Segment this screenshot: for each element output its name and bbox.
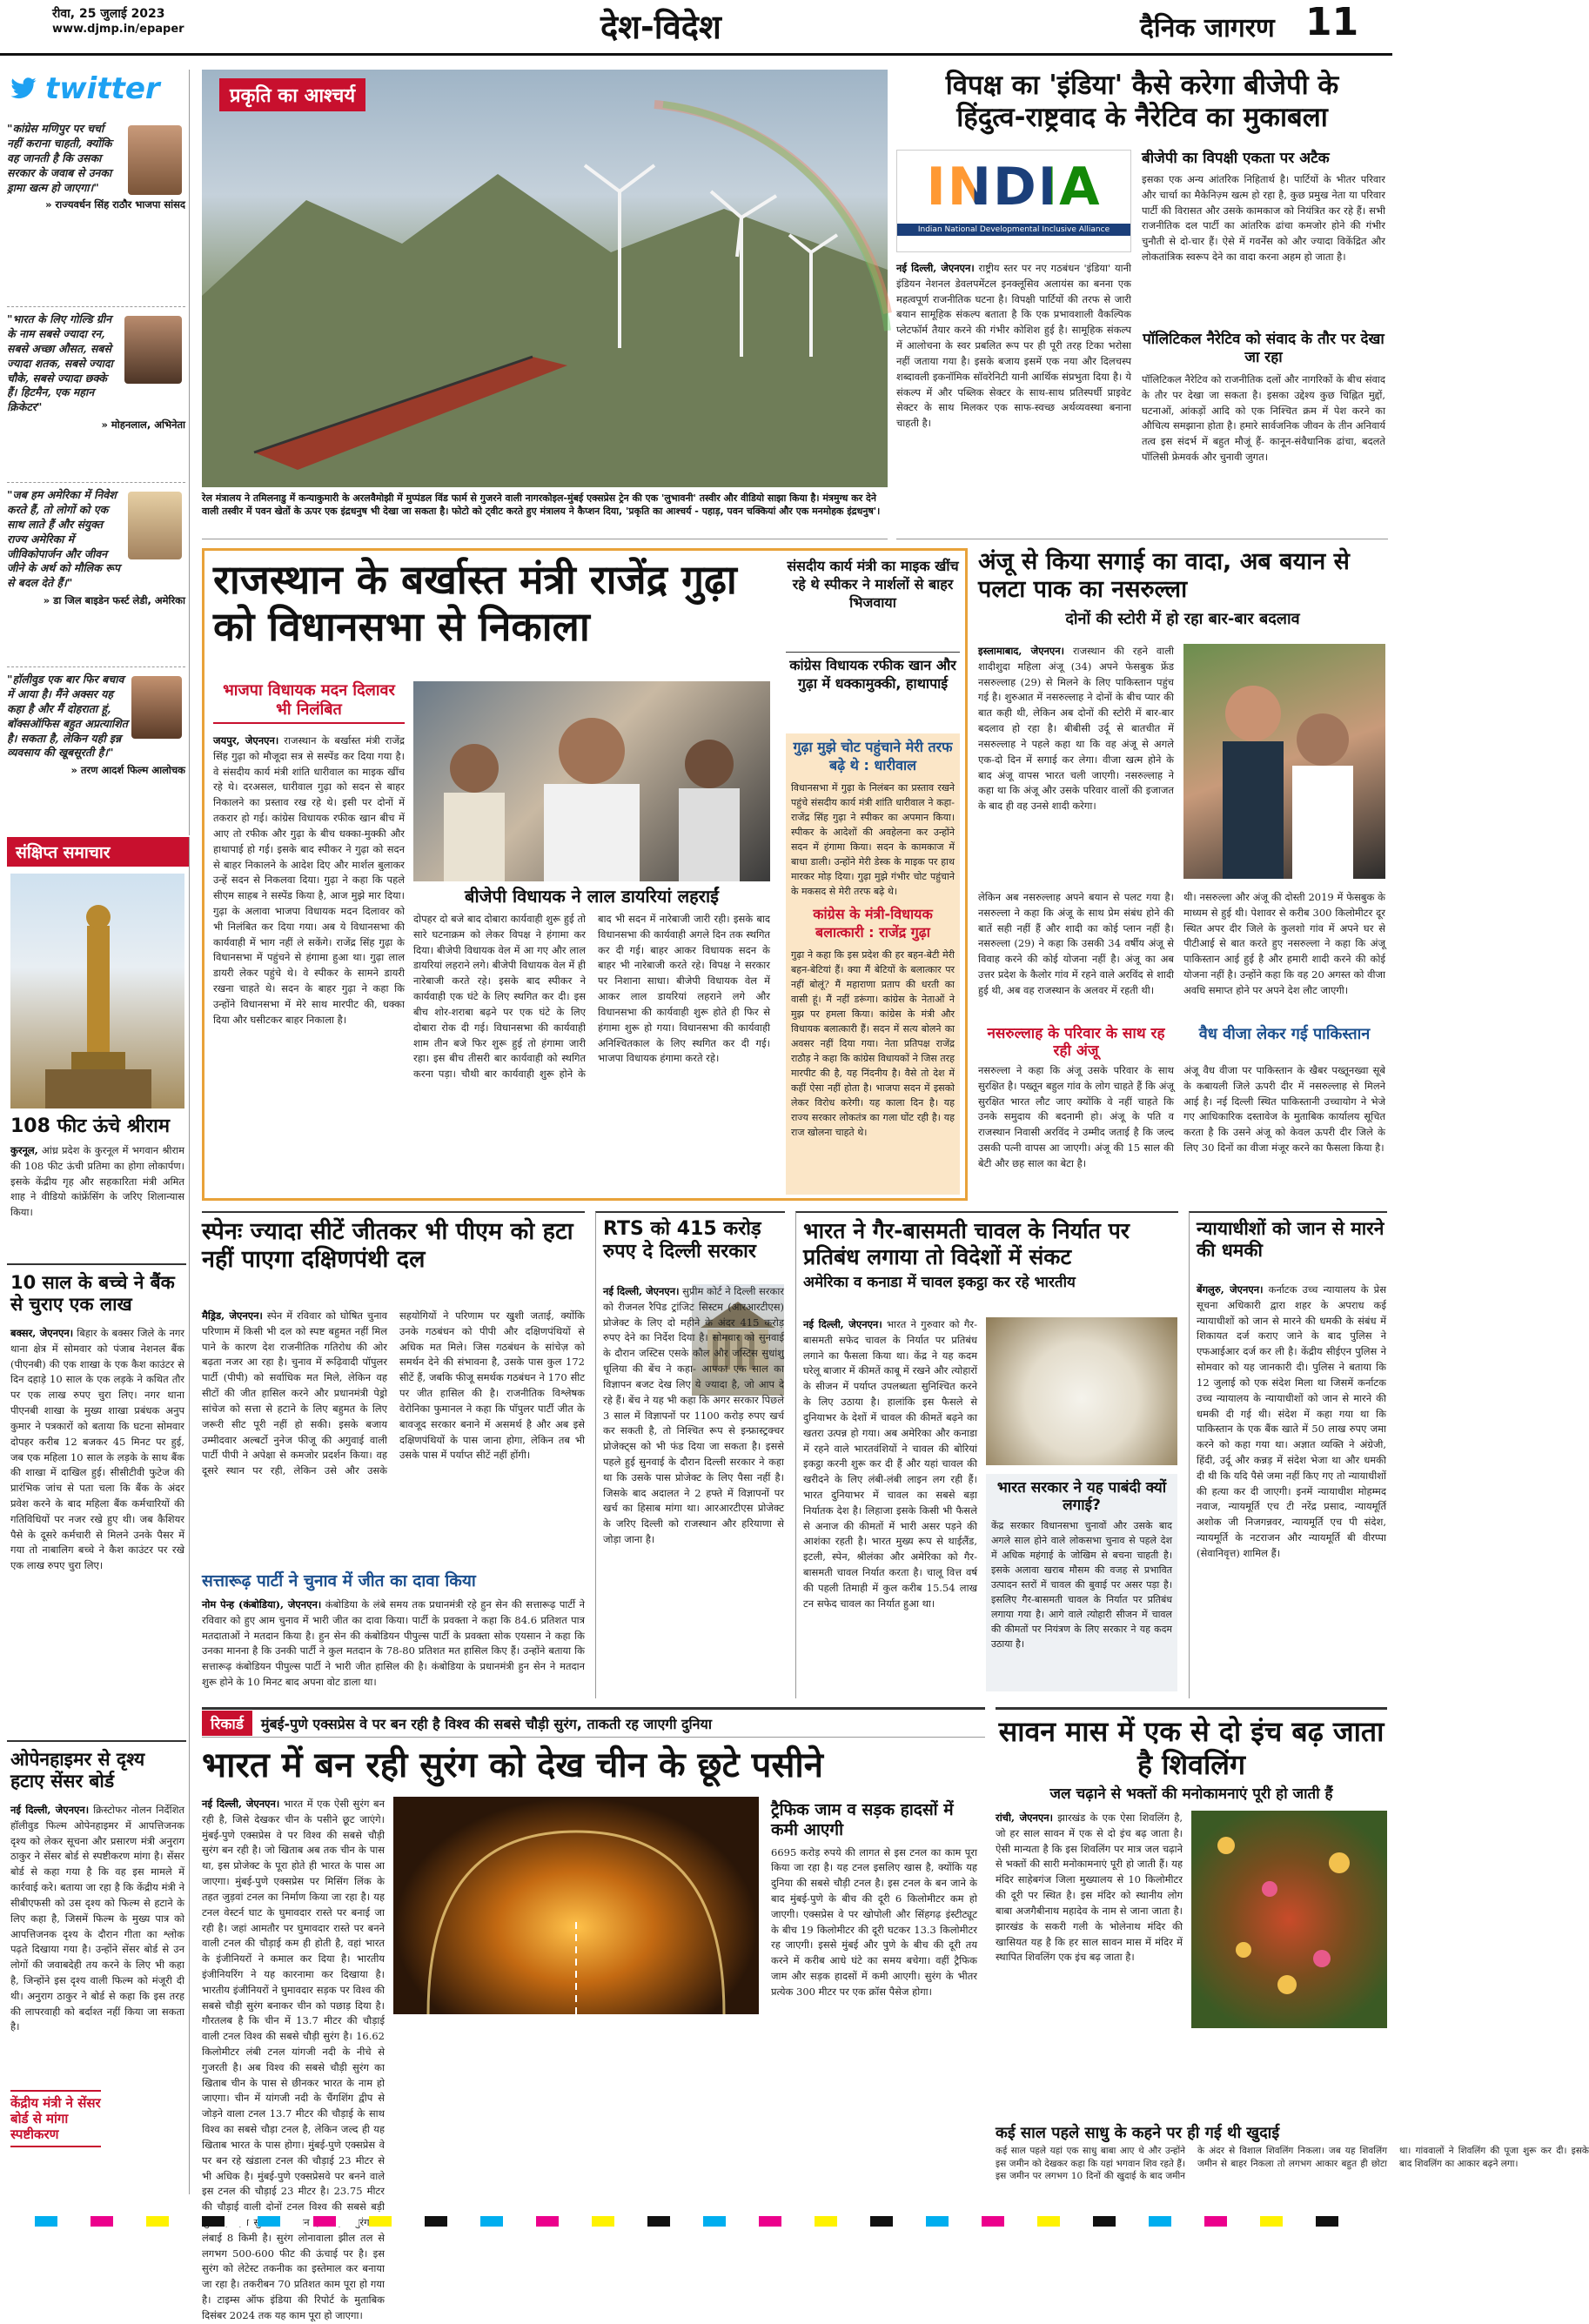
india-logo — [896, 150, 1131, 252]
flowers-illustration — [1191, 1811, 1387, 2028]
story-text — [996, 1811, 1183, 1966]
tunnel-illustration — [393, 1797, 759, 2014]
story-text — [10, 1143, 184, 1221]
story-text — [1197, 1283, 1386, 1562]
box-text: 6695 करोड़ रुपये की लागत से इस टनल का काम पूरा किया जा रहा है। यह टनल इसलिए खास है, क्योंकि यह दुनिया की सबसे चौड़ी टनल है। इस टनल के बन जाने के बाद मुंबई-पुणे के बीच की दूरी 6 किलोमीटर कम हो जाएगी। एक्सप्रेस वे पर खोपोली और सिंहगढ़ इंस्टीट्यूट के बीच 19 किलोमीटर की दूरी घटकर 13.3 किलोमीटर रह जाएगी। इससे मुंबई और पुणे के बीच की दूरी तय करने में करीब आधे घंटे का समय बचेगा। वहीं ट्रैफिक जाम और सड़क हादसों में कमी आएगी। सुरंग के भीतर प्रत्येक 300 मीटर पर एक क्रॉस पैसेज होगा। — [771, 1845, 977, 1998]
dateline: नोम पेन्ह (कंबोडिया), जेएनएन। — [202, 1598, 322, 1611]
story-body: क्रिस्टोफर नोलन निर्देशित हॉलीवुड फिल्म ओपेनहाइमर में आपत्तिजनक दृश्य को लेकर सूचना और प्रसारण मंत्री अनुराग ठाकुर ने सेंसर बोर्ड से स्पष्टीकरण मांगा है। सेंसर बोर्ड से कहा गया है कि वह इस मामले में कार्रवाई करे। बताया जा रहा है कि केंद्रीय मंत्री ने सीबीएफसी को उस दृश्य को फिल्म से हटाने के लिए कहा है, जिसमें फिल्म के मुख्य पात्र को आपत्तिजनक दृश्य के दौरान गीता का श्लोक पढ़ते दिखाया गया है। उन्होंने सेंसर बोर्ड से उन लोगों की जवाबदेही तय करने के लिए भी कहा है, जिन्होंने इस दृश्य वाली फिल्म को मंजूरी दी थी। अनुराग ठाकुर ने बोर्ड से कहा कि इस तरह की लापरवाही को बर्दाश्त नहीं किया जा सकता है। — [10, 1804, 184, 2033]
registration-mark — [759, 2216, 804, 2227]
story-title: 10 साल के बच्चे ने बैंक से चुराए एक लाख — [10, 1272, 175, 1316]
registration-marks — [35, 2216, 1358, 2228]
nature-label: प्रकृति का आश्चर्य — [219, 78, 365, 111]
rice-box — [986, 1474, 1177, 1691]
windfarm-train-photo — [202, 70, 888, 487]
registration-mark — [1093, 2216, 1138, 2227]
story-body: अंजू वैध वीजा पर पाकिस्तान के खैबर पख्तूनख्वा सूबे के कबायली जिले ऊपरी दीर में नसरुल्लाह से मिलने आई है। नई दिल्ली स्थित पाकिस्तानी उच्चायोग ने भेजे गए आधिकारिक दस्तावेज के मुताबिक कार्यालय सूचित करता है कि उसने अंजू को केवल ऊपरी दीर जिले के लिए 30 दिनों का वीजा मंजूर करने का फैसला किया है। — [1183, 1064, 1385, 1155]
story-body: राजस्थान की रहने वाली शादीशुदा महिला अंजू (34) अपने फेसबुक फ्रेंड नसरुल्लाह (29) से मिलने के लिए पाकिस्तान पहुंच गई है। शुरुआत में नसरुल्लाह ने दोनों के बीच प्यार की बात कही थी, लेकिन अब दोनों की स्टोरी में बार-बार बदलाव हो रहा है। बीबीसी उर्दू से बातचीत में नसरुल्लाह ने पहले कहा था कि वह अंजू से अगले एक-दो दिन में सगाई कर लेगा। वीजा खत्म होने के बाद अंजू वापस भारत चली जाएगी। नसरुल्लाह ने कहा था कि अंजू और उसके परिवार वालों की इजाजत के बाद ही वह उनसे शादी करेगा। — [978, 645, 1174, 813]
registration-mark — [425, 2216, 470, 2227]
subhead: अमेरिका व कनाडा में चावल इकट्ठा कर रहे भारतीय — [803, 1274, 1076, 1291]
tweet-author: » डा जिल बाइडेन फर्स्ट लेडी, अमेरिका — [43, 594, 185, 607]
brief-news-label: संक्षिप्त समाचार — [7, 837, 189, 867]
side-headline: कांग्रेस विधायक रफीक खान और गुढ़ा में धक्कामुक्की, हाथापाई — [789, 657, 956, 692]
headline: स्पेनः ज्यादा सीटें जीतकर भी पीएम को हटा नहीं पाएगा दक्षिणपंथी दल — [202, 1218, 573, 1274]
quote-box — [786, 733, 960, 1195]
headline — [896, 70, 1388, 134]
story-body: कई साल पहले यहां एक साधु बाबा आए थे और उन्होंने इस जमीन को देखकर कहा कि यहां भगवान शिव रहते हैं। इस जमीन पर लगभग 10 दिनों की खुदाई के बाद जमीन के अंदर से विशाल शिवलिंग निकला। जब यह शिवलिंग जमीन से बाहर निकला तो लगभग आकार बहुत ही छोटा था। गांववालों ने शिवलिंग की पूजा शुरू कर दी। इसके बाद शिवलिंग का आकार बढ़ने लगा। — [996, 2146, 1589, 2182]
side-headline: संसदीय कार्य मंत्री का माइक खींच रहे थे स्पीकर ने मार्शलों से बाहर भिजवाया — [787, 558, 959, 611]
judges-story — [1189, 1211, 1387, 1698]
registration-strip — [0, 2206, 1392, 2256]
registration-mark — [369, 2216, 414, 2227]
registration-mark — [1204, 2216, 1250, 2227]
date-line: रीवा, 25 जुलाई 2023 — [52, 7, 165, 21]
strap-text: मुंबई-पुणे एक्सप्रेस वे पर बन रही है विश्व की सबसे चौड़ी सुरंग, ताकती रह जाएगी दुनिया — [260, 1715, 712, 1732]
anju-photo — [1183, 644, 1385, 879]
headline-line1: विपक्ष का 'इंडिया' कैसे करेगा बीजेपी के — [945, 70, 1339, 101]
headline-line2: हिंदुत्व-राष्ट्रवाद के नैरेटिव का मुकाबला — [956, 102, 1328, 134]
subhead: कई साल पहले साधु के कहने पर ही गई थी खुदाई — [996, 2124, 1280, 2142]
twitter-bird-icon — [7, 75, 40, 103]
story-body: बिहार के बक्सर जिले के नगर थाना क्षेत्र में सोमवार को पंजाब नेशनल बैंक (पीएनबी) की एक शाखा के एक कैश काउंटर से दिन दहाड़े 10 साल के एक लड़के ने कथित तौर पर एक लाख रुपए चुरा लिए। नगर थाना पीएनबी शाखा के मुख्य शाखा प्रबंधक अनुप कुमार ने पत्रकारों को बताया कि घटना सोमवार दोपहर करीब 12 बजकर 45 मिनट पर हुई, जब एक महिला 10 साल के लड़के के साथ बैंक की शाखा में दाखिल हुई। सीसीटीवी फुटेज की प्रारंभिक जांच से पता चला कि बैंक के अंदर प्रवेश करने के बाद महिला बैंक कर्मचारियों की गतिविधियों पर नजर रखे हुए थी। जब कैशियर पैसे के दूसरे कर्मचारी से मिलने उनके पैसर में गया तो नाबालिग बच्चे ने कैश काउंटर पर रखे एक लाख रुपए चुरा लिए। — [10, 1327, 185, 1572]
tweet-card — [7, 666, 185, 832]
tweet-quote: "जब हम अमेरिका में निवेश करते हैं, तो लोगों को एक साथ लाते हैं और संयुक्त राज्य अमेरिका में जीविकोपार्जन और जीवन जीने के अर्थ को मौलिक रूप से बदल देते हैं।" — [7, 488, 121, 590]
tweet-author: » मोहनलाल, अभिनेता — [101, 419, 185, 432]
tweet-quote: "हॉलीवुड एक बार फिर बचाव में आया है। मैंने अक्सर यह कहा है और मैं दोहराता हूं, बॉक्सऑफिस बहुत अप्रत्याशित है। सकता है, लेकिन यही इन्न व्यवसाय की खूबसूरती है।" — [7, 673, 128, 760]
gudha-photo — [413, 681, 770, 881]
headline: न्यायाधीशों को जान से मारने की धमकी — [1197, 1218, 1385, 1262]
story-body: भारत ने गुरुवार को गैर-बासमती सफेद चावल के निर्यात पर प्रतिबंध लगाने का फैसला किया था। केंद्र ने यह कदम घरेलू बाजार में कीमतें काबू में रखने और त्योहारों के सीजन में पर्याप्त उपलब्धता सुनिश्चित करने के लिए उठाया है। हालांकि इस फैसले से दुनियाभर के देशों में चावल की कीमतें बढ़ने का खतरा उत्पन्न हो गया। अब अमेरिका और कनाडा में रहने वाले भारतवंशियों ने चावल की बोरियां इकट्ठा करनी शुरू कर दी हैं और यहां चावल की खरीदने के लिए लंबी-लंबी लाइन लग रही हैं। भारत दुनियाभर में चावल का सबसे बड़ा निर्यातक देश है। लिहाजा इसके किसी भी फैसले से अनाज की कीमतों में भारी असर पड़ने की आशंका रहती है। भारत मुख्य रूप से थाईलैंड, इटली, स्पेन, श्रीलंका और अमेरिका को गैर-बासमती चावल निर्यात करता है। चालू वित्त वर्ष की पहली तिमाही में कुल करीब 15.54 लाख टन सफेद चावल का निर्यात हुआ था। — [803, 1318, 977, 1610]
story-text — [202, 1597, 585, 1691]
subhead: वैध वीजा लेकर गई पाकिस्तान — [1198, 1025, 1371, 1043]
story-title: ओपेनहाइमर से दृश्य हटाए सेंसर बोर्ड — [10, 1749, 145, 1792]
subhead: बीजेपी विधायक ने लाल डायरियां लहराईं — [465, 886, 719, 907]
story-text — [10, 1803, 184, 2035]
story-body: दोपहर दो बजे बाद दोबारा कार्यवाही शुरू हुई तो सारे घटनाक्रम को लेकर विपक्ष ने हंगामा कर दिया। बीजेपी विधायक वेल में आ गए और लाल डायरियां लहराने लगे। बीजेपी विधायक वेल में ही नारेबाजी करते रहे। इसके बाद स्पीकर ने कार्यवाही एक घंटे के लिए स्थगित कर दी। इस बीच शोर-शराबा बढ़ने पर एक घंटे के लिए दोबारा रोक दी गई। विधानसभा की कार्यवाही शाम तीन बजे फिर शुरू हुई तो हंगामा जारी रहा। इस बीच तीसरी बार कार्यवाही को स्थगित करना पड़ा। चौथी बार कार्यवाही शुरू होने के बाद भी सदन में नारेबाजी जारी रही। इसके बाद विधानसभा की कार्यवाही अगले दिन तक स्थगित कर दी गई। बाहर आकर विधायक सदन के बाहर भी नारेबाजी करते रहे। विपक्ष ने सरकार पर निशाना साधा। बीजेपी विधायक वेल में आकर लाल डायरियां लहराने लगे और विधानसभा की कार्यवाही शुरू होते ही फिर से हंगामा शुरू हो गया। विधानसभा की कार्यवाही अनिश्चितकाल के लिए स्थगित कर दी गई। भाजपा विधायक हंगामा करते रहे। — [413, 913, 770, 1081]
story-body: नसरुल्ला ने कहा कि अंजू उसके परिवार के साथ सुरक्षित है। पख्तून बहुल गांव के लोग चाहते हैं कि अंजू सुरक्षित भारत लौट जाए क्योंकि वे नहीं चाहते कि उनके समुदाय की बदनामी हो। अंजू के पति व राजस्थान निवासी अरविंद ने उम्मीद जताई है कि जल्द उसकी पत्नी वापस आ जाएगी। अंजू की 15 साल की बेटी और छह साल का बेटा है। — [978, 1064, 1174, 1169]
anju-story — [978, 548, 1387, 1201]
dateline: कुरनूल, — [10, 1144, 38, 1156]
section-title: देश-विदेश — [600, 8, 721, 46]
dateline: नई दिल्ली, जेएनएन। — [803, 1318, 882, 1330]
story-body: लेकिन अब नसरुल्लाह अपने बयान से पलट गया है। नसरुल्ला ने कहा कि अंजू के साथ प्रेम संबंध होने की बातें सही नहीं हैं और शादी का कोई प्लान नहीं है। नसरुल्ला (29) ने कहा कि उसकी 34 वर्षीय अंजू से विवाह करने की कोई योजना नहीं है। अंजू का अब उत्तर प्रदेश के कैलोर गांव में रहने वाले अरविंद से शादी हुई थी, अब वह राजस्थान के अलवर में रहती थी। — [978, 891, 1174, 996]
registration-mark — [815, 2216, 860, 2227]
quote-text: विधानसभा में गुढ़ा के निलंबन का प्रस्ताव रखने पहुंचे संसदीय कार्य मंत्री शांति धारीवाल ने कहा- राजेंद्र सिंह गुढ़ा ने स्पीकर का अपमान किया। स्पीकर के आदेशों की अवहेलना कर उन्होंने सदन में हंगामा किया। सदन के कामकाज में बाधा डाली। उन्होंने मेरी डेस्क के माइक पर हाथ मारकर मोड़ दिया। गुढ़ा मुझे गंभीर चोट पहुंचाने के मकसद से मेरी तरफ बढ़े थे। — [791, 781, 955, 897]
shivling-story — [996, 1707, 1589, 2194]
tunnel-photo — [393, 1797, 759, 2014]
registration-mark — [258, 2216, 303, 2227]
quote-text: गुढ़ा ने कहा कि इस प्रदेश की हर बहन-बेटी मेरी बहन-बेटियां हैं। क्या मैं बेटियों के बलात्कार पर नहीं बोलूं? मैं महाराणा प्रताप की धरती का वासी हूं। मैं नहीं डरूंगा। कांग्रेस के नेताओं ने मुझ पर हमला किया। कांग्रेस के मंत्री और विधायक बलात्कारी हैं। सदन में सत्य बोलने का अवसर नहीं दिया गया। नेता प्रतिपक्ष राजेंद्र राठौड़ ने कहा कि कांग्रेस विधायकों ने जिस तरह मारपीट की है, यह निंदनीय है। वैसे तो देश में कहीं ऐसा नहीं होता है। भाजपा सदन में इसको लेकर विरोध करेगी। यह काला दिन है। यह राज्य सरकार लोकतंत्र का गला घोंट रही है। यह राज खोलना चाहते थे। — [791, 948, 955, 1139]
record-label: रिकार्ड — [202, 1711, 252, 1736]
rice-photo — [986, 1317, 1177, 1465]
story-body: इसका एक अन्य आंतरिक निहितार्थ है। पार्टियों के भीतर परिवार और चार्चा का मैकेनिज़्म खत्म हो रहा है, कुछ प्रमुख नेता या परिवार पार्टी की विरासत और उसके कामकाज को नियंत्रित कर रहे हैं। सभी राजनीतिक दल पार्टी का आंतरिक ढांचा कमजोर होने की गंभीर चुनौती से दो-चार हैं। ऐसे में गवर्नेंस को और ज्यादा विकेंद्रित और लोकतांत्रिक स्वरूप देने का वादा करना अहम हो जाता है। — [1142, 173, 1385, 264]
tweet-author: » राज्यवर्धन सिंह राठौर भाजपा सांसद — [45, 198, 185, 211]
registration-mark — [536, 2216, 581, 2227]
registration-mark — [1037, 2216, 1083, 2227]
dateline: नई दिल्ली, जेएनएन। — [202, 1798, 280, 1810]
page-header — [0, 0, 1392, 56]
registration-mark — [592, 2216, 637, 2227]
story-text — [803, 1317, 977, 1611]
paper-name: दैनिक जागरण — [1140, 13, 1275, 44]
dateline: मैड्रिड, जेएनएन। — [202, 1309, 263, 1322]
subhead: जल चढ़ाने से भक्तों की मनोकामनाएं पूरी हो जाती हैं — [1049, 1785, 1333, 1803]
twitter-logo — [7, 70, 189, 108]
subhead: नसरुल्लाह के परिवार के साथ रह रही अंजू — [987, 1025, 1165, 1061]
headline: भारत ने गैर-बासमती चावल के निर्यात पर प्रतिबंध लगाया तो विदेशों में संकट — [803, 1218, 1130, 1269]
dateline: बेंगलुरु, जेएनएन। — [1197, 1283, 1264, 1296]
box-headline: भारत सरकार ने यह पाबंदी क्यों लगाई? — [996, 1479, 1167, 1515]
rice-story — [795, 1211, 1178, 1698]
dateline: नई दिल्ली, जेएनएन। — [603, 1285, 680, 1297]
registration-mark — [926, 2216, 971, 2227]
story-body: कंबोडिया के लंबे समय तक प्रधानमंत्री रहे हुन सेन की सत्तारूढ़ पार्टी ने रविवार को हुए आम चुनाव में भारी जीत का दावा किया। पार्टी के प्रवक्ता ने कहा कि 84.6 प्रतिशत पात्र मतदाताओं ने मतदान किया है। हुन सेन की कंबोडियन पीपुल्स पार्टी के प्रवक्ता सोक एयसान ने कहा कि उनका मानना है कि उनकी पार्टी ने कुल मतदान के 78-80 प्रतिशत मत हासिल किए हैं। उन्होंने बताया कि सत्तारूढ़ कंबोडियन पीपुल्स पार्टी ने भारी जीत हासिल की है। कंबोडिया के प्रधानमंत्री हुन सेन ने मतदान शुरू होने के 10 मिनट बाद अपना वोट डाला था। — [202, 1598, 585, 1689]
pull-quote: केंद्रीय मंत्री ने सेंसर बोर्ड से मांगा स्पष्टीकरण — [10, 2090, 101, 2147]
story-text — [603, 1284, 784, 1548]
story-body: आंध्र प्रदेश के कुरनूल में भगवान श्रीराम की 108 फीट ऊंची प्रतिमा का होगा लोकार्पण। इसके केंद्रीय गृह और सहकारिता मंत्री अमित शाह ने वीडियो कांफ्रेंसिंग के जरिए शिलान्यास किया। — [10, 1144, 184, 1219]
epaper-url[interactable]: www.djmp.in/epaper — [52, 23, 184, 36]
registration-mark — [870, 2216, 915, 2227]
registration-mark — [480, 2216, 526, 2227]
tweet-card — [7, 122, 185, 296]
crowd-illustration — [413, 681, 770, 881]
registration-mark — [1316, 2216, 1361, 2227]
story-body: थी। नसरुल्ला और अंजू की दोस्ती 2019 में फेसबुक के माध्यम से हुई थी। पेशावर से करीब 300 किलोमीटर दूर स्थित अपर दीर जिले के कुलशो गांव में अपने घर से पीटीआई से बात करते हुए नसरुल्ला ने कहा कि अंजू पाकिस्तान आई हुई है और हमारी शादी करने की कोई योजना नहीं है। उन्होंने कहा कि वह 20 अगस्त को वीजा अवधि समाप्त होने पर अपने देश लौट जाएगी। — [1183, 891, 1385, 996]
avatar — [124, 316, 182, 384]
avatar — [128, 492, 182, 559]
shivling-photo — [1191, 1811, 1387, 2028]
logo-subtitle: Indian National Developmental Inclusive Alliance — [897, 224, 1130, 236]
headline: भारत में बन रही सुरंग को देख चीन के छूटे पसीने — [202, 1745, 823, 1785]
story-body: स्पेन में रविवार को घोषित चुनाव परिणाम में किसी भी दल को स्पष्ट बहुमत नहीं मिल पाने के कारण देश राजनीतिक गतिरोध की ओर बढ़ता नजर आ रहा है। चुनाव में रूढ़िवादी पॉपुलर पार्टी (पीपी) को सर्वाधिक मत मिले, लेकिन वह सीटों की जीत हासिल करने और प्रधानमंत्री पेड्रो सांचेज को सत्ता से हटाने के लिए बहुमत के लिए जरूरी सीट पूरी नहीं हो सकी। इसके बजाय उम्मीदवार अल्बर्टो नुनेज फीजू की अगुवाई वाली पार्टी पीपी ने अपेक्षा से कमजोर प्रदर्शन किया। वह दूसरे स्थान पर रही, लेकिन उसे और उसके सहयोगियों ने परिणाम पर खुशी जताई, क्योंकि उनके गठबंधन को पीपी और दक्षिणपंथियों से अधिक मत मिले। जिस गठबंधन के सांचेज़ को समर्थन देने की संभावना है, उसके पास कुल 172 सीटें हैं, जबकि फीजू समर्थक गठबंधन ने 170 सीट पर जीत हासिल की है। राजनीतिक विश्लेषक वेरोनिका फुमानल ने कहा कि पॉपुलर पार्टी जीत के बावजूद सरकार बनाने में असमर्थ है और अब इसे दक्षिणपंथियों के पास जाना होगा, लेकिन तब भी उसके पास में पर्याप्त सीटें नहीं होंगी। — [202, 1309, 585, 1477]
brief-news-panel — [7, 837, 190, 2194]
headline: राजस्थान के बर्खास्त मंत्री राजेंद्र गुढ़ा को विधानसभा से निकाला — [213, 556, 737, 651]
tweet-card — [7, 482, 185, 656]
story-text — [213, 733, 405, 1028]
tweet-quote: "भारत के लिए गोल्डि ग्रीन के नाम सबसे ज्यादा रन, सबसे अच्छा औसत, सबसे ज्यादा शतक, सबसे ज्यादा चौके, सबसे ज्यादा छक्के हैं। हिटमैन, एक महान क्रिकेटर" — [7, 312, 113, 414]
story-body: भारत में एक ऐसी सुरंग बन रही है, जिसे देखकर चीन के पसीने छूट जाएंगे। मुंबई-पुणे एक्सप्रेस वे पर विश्व की सबसे चौड़ी सुरंग बन रही है। जो खिताब अब तक चीन के पास था, इस प्रोजेक्ट के पूरा होते ही भारत के पास आ जाएगा। मुंबई-पुणे एक्सप्रेस पर मिसिंग लिंक के तहत जुड़वां टनल का निर्माण किया जा रहा है। यह टनल वेस्टर्न घाट के घुमावदार रास्ते पर बनाई जा रही है। जहां आमतौर पर घुमावदार रास्ते पर बनने वाली टनल की चौड़ाई कम ही होती है, वहां भारत के इंजीनियरों ने कमाल कर दिया है। भारतीय इंजीनियरिंग ने यह कारनामा कर दिखाया है। भारतीय इंजीनियरों ने घुमावदार सड़क पर विश्व की सबसे चौड़ी सुरंग बनाकर चीन को पछाड़ दिया है। गौरतलब है कि चीन में 13.7 मीटर की चौड़ाई वाली टनल विश्व की सबसे चौड़ी सुरंग है। 16.62 किलोमीटर लंबी टनल यांगजी नदी के नीचे से गुजरती है। अब विश्व की सबसे चौड़ी सुरंग का खिताब चीन के पास से छीनकर भारत के नाम हो जाएगा। चीन में यांगजी नदी के चैंगशिंग द्वीप से जोड़ने वाला टनल 13.7 मीटर की चौड़ाई के साथ विश्व का सबसे चौड़ा टनल है, लेकिन जल्द ही यह खिताब भारत के पास होगा। मुंबई-पुणे एक्सप्रेस वे पर बन रहे खंडाला टनल की चौड़ाई 23 मीटर से भी अधिक है। मुंबई-पुणे एक्सप्रेसवे पर बनने वाले इस टनल की चौड़ाई 23 मीटर है। 23.75 मीटर की चौड़ाई वाली दोनों टनल विश्व की सबसे बड़ी लेन सुरंग लंबाई 8 किमी है। सुरंग लोनावाला झील तल से लगभग 500-600 फीट की ऊंचाई पर है। इस सुरंग को लेटेस्ट तकनीक का इस्तेमाल कर बनाया जा रहा है। तकरीबन 70 प्रतिशत काम पूरा हो गया है। टाइम्स ऑफ इंडिया की रिपोर्ट के मुताबिक दिसंबर 2024 तक यह काम पूरा हो जाएगा। — [202, 1798, 385, 2321]
spain-story — [202, 1211, 585, 1698]
tweet-author: » तरण आदर्श फिल्म आलोचक — [70, 764, 185, 777]
story-text — [10, 1326, 184, 1574]
ram-statue-photo — [10, 874, 184, 1108]
avatar — [131, 676, 182, 739]
box-headline: ट्रैफिक जाम व सड़क हादसों में कमी आएगी — [771, 1800, 954, 1839]
dateline: इस्लामाबाद, जेएनएन। — [978, 645, 1065, 657]
story-body: राजस्थान के बर्खास्त मंत्री राजेंद्र सिंह गुढ़ा को मौजूदा सत्र से सस्पेंड कर दिया गया है। वे संसदीय कार्य मंत्री शांति धारीवाल का माइक खींच रहे थे। दरअसल, धारीवाल गुढ़ा को सदन से बाहर निकालने का प्रस्ताव रख रहे थे। इसी पर दोनों में तकरार हो गई। कांग्रेस विधायक रफीक खान बीच में आए तो रफीक और गुढ़ा के बीच धक्का-मुक्की और हाथापाई हो गई। इसके बाद स्पीकर ने गुढ़ा को सदन से बाहर निकालने के आदेश दिए और मार्शल बुलाकर उन्हें सदन से निकलवा दिया। गुढ़ा ने कहा कि पहले सीएम साहब ने सस्पेंड किया है, आज मुझे मार दिया। गुढ़ा के अलावा भाजपा विधायक मदन दिलावर को भी निलंबित कर दिया गया। अब ये विधानसभा की कार्यवाही में भाग नहीं ले सकेंगे। राजेंद्र सिंह गुढ़ा के विधानसभा में पहुंचने से हंगामा हुआ था। गुढ़ा लाल डायरी लेकर पहुंचे थे। वे स्पीकर के सामने डायरी रखना चाहते थे। सदन के बाहर गुढ़ा ने कहा कि उन्होंने विधानसभा में मेरे साथ मारपीट की, धक्का दिया और घसीटकर बाहर निकाला है। — [213, 734, 405, 1026]
story-title: 108 फीट ऊंचे श्रीराम — [10, 1115, 171, 1137]
registration-mark — [91, 2216, 136, 2227]
headline: RTS को 415 करोड़ रुपए दे दिल्ली सरकार — [603, 1218, 761, 1263]
registration-mark — [1149, 2216, 1194, 2227]
quote-headline: कांग्रेस के मंत्री-विधायक बलात्कारी : राजेंद्र गुढ़ा — [813, 905, 933, 941]
registration-mark — [647, 2216, 693, 2227]
tweet-card — [7, 306, 185, 472]
dateline: रांची, जेएनएन। — [996, 1812, 1053, 1824]
dateline: नई दिल्ली, जेएनएन। — [10, 1804, 90, 1816]
registration-mark — [1260, 2216, 1305, 2227]
windfarm-illustration — [202, 70, 888, 487]
tweet-quote: "कांग्रेस मणिपुर पर चर्चा नहीं कराना चाहती, क्योंकि वह जानती है कि उसका सरकार के जवाब से उनका ड्रामा खत्म हो जाएगा।" — [7, 122, 112, 194]
subhead: बीजेपी का विपक्षी एकता पर अटैक — [1142, 150, 1330, 167]
story-body: पॉलिटिकल नैरेटिव को राजनीतिक दलों और नागरिकों के बीच संवाद के तौर पर देखा जा सकता है। इसका उद्देश्य कुछ चिह्नित मुद्दों, घटनाओं, आंकड़ों आदि को एक निश्चित क्रम में पेश करने का औचित्य समझाना होता है। हमारे सार्वजनिक जीवन के तीन अनिवार्य तत्व इस संदर्भ में बहुत मौजूं हैं- कानून-संवैधानिक ढांचा, बदलते पॉलिसी फ्रेमवर्क और चुनावी जुगत। — [1142, 373, 1385, 464]
rajasthan-story — [202, 548, 968, 1201]
registration-mark — [35, 2216, 80, 2227]
registration-mark — [146, 2216, 191, 2227]
quote-headline: गुढ़ा मुझे चोट पहुंचाने मेरी तरफ बढ़े थे : धारीवाल — [793, 739, 953, 774]
page-number: 11 — [1305, 0, 1359, 44]
statue-figure — [10, 874, 184, 1108]
subhead: भाजपा विधायक मदन दिलावर भी निलंबित — [213, 681, 405, 724]
avatar — [128, 125, 182, 195]
registration-mark — [313, 2216, 359, 2227]
story-text — [896, 261, 1131, 432]
dateline: बक्सर, जेएनएन। — [10, 1327, 74, 1339]
story-text — [978, 644, 1174, 814]
headline: सावन मास में एक से दो इंच बढ़ जाता है शिवलिंग — [998, 1715, 1385, 1782]
twitter-wordmark: twitter — [45, 71, 160, 106]
rts-story — [595, 1211, 785, 1698]
story-body: राष्ट्रीय स्तर पर नए गठबंधन 'इंडिया' यानी इंडियन नेशनल डेवलपमेंटल इनक्लूसिव अलायंस का बनना एक महत्वपूर्ण राजनीतिक घटना है। विपक्षी पार्टियों की तरफ से जारी बयान सामूहिक संकल्प बताता है कि एक प्रभावशाली वैकल्पिक प्लेटफॉर्म तैयार करने की गंभीर कोशिश हुई है। सामूहिक संकल्प में आलोचना के स्वर प्रबलित रूप पर ही पूरी तरह टिका भरोसा नहीं जताया गया है। इसके बजाय इसमें एक नया और दिलचस्प शब्दावली इकनॉमिक सॉवरेनिटी यानी आर्थिक संप्रभुता दिया है। ये संकल्प में और पब्लिक सेक्टर के साथ-साथ प्रतिस्पर्धी प्राइवेट सेक्टर के साथ मिलकर एक साफ-स्वच्छ अर्थव्यवस्था बनाना चाहती है। — [896, 262, 1132, 430]
subhead: सत्तारूढ़ पार्टी ने चुनाव में जीत का दावा किया — [202, 1571, 476, 1591]
logo-wordmark: INDIA — [897, 151, 1130, 224]
story-body: झारखंड के एक ऐसा शिवलिंग है, जो हर साल सावन में एक से दो इंच बढ़ जाता है। ऐसी मान्यता है कि इस शिवलिंग पर मात्र जल चढ़ाने से भक्तों की सारी मनोकामनाएं पूरी हो जाती हैं। यह मंदिर साहेबगंज जिला मुख्यालय से 10 किलोमीटर की दूरी पर स्थित है। इस मंदिर को स्थानीय लोग बाबा अजगैबीनाथ महादेव के नाम से जाना जाता है। झारखंड के सकरी गली के भोलेनाथ मंदिर की खासियत यह है कि हर साल सावन मास में मंदिर में स्थापित शिवलिंग एक इंच बढ़ जाता है। — [996, 1812, 1183, 1964]
photo-caption: रेल मंत्रालय ने तमिलनाडु में कन्याकुमारी के अरलवैमोझी में मुप्पंडल विंड फार्म से गुजरने वाली नागरकोइल-मुंबई एक्सप्रेस ट्रेन की एक 'लुभावनी' तस्वीर और वीडियो साझा किया है। मंत्रमुग्ध कर देने वाली तस्वीर में पवन खेतों के ऊपर एक इंद्रधनुष भी देखा जा सकता है। फोटो को ट्वीट करते हुए मंत्रालय ने कैप्शन दिया, 'प्रकृति का आश्चर्य - पहाड़, पवन चक्कियां और एक मनमोहक इंद्रधनुष'। — [202, 492, 881, 517]
twitter-panel — [7, 70, 190, 835]
strap-bar — [202, 1710, 985, 1738]
story-body: सुप्रीम कोर्ट ने दिल्ली सरकार को रीजनल रैपिड ट्रांजिट सिस्टम (आरआरटीएस) प्रोजेक्ट के लिए दो महीने के अंदर 415 करोड़ रुपए देने का निर्देश दिया है। सोमवार को सुनवाई के दौरान जस्टिस एसके कौल और जस्टिस सुधांशु धूलिया की बेंच ने कहा- आपका एक साल का विज्ञापन बजट देख लिए ये ज्यादा है, जो आप दे रहे हैं। बेंच ने यह भी कहा कि अगर सरकार पिछले 3 साल में विज्ञापनों पर 1100 करोड़ रुपए खर्च कर सकती है, तो निश्चित रूप से इन्फ्रास्ट्रक्चर प्रोजेक्ट्स को भी फंड दिया जा सकता है। इससे पहले हुई सुनवाई के दौरान दिल्ली सरकार ने कहा था कि उसके पास प्रोजेक्ट के लिए पैसा नहीं है। जिसके बाद अदालत ने 2 हफ्ते में विज्ञापनों पर खर्च का हिसाब मांगा था। आरआरटीएस प्रोजेक्ट के जरिए दिल्ली को राजस्थान और हरियाणा से जोड़ा जाना है। — [603, 1285, 785, 1545]
story-body: कर्नाटक उच्च न्यायालय के प्रेस सूचना अधिकारी द्वारा शहर के अपराध कई न्यायाधीशों को जान से मारने की धमकी के संबंध में शिकायत दर्ज कराए जाने के बाद पुलिस ने एफआईआर दर्ज कर ली है। केंद्रीय सीईएन पुलिस ने सोमवार को यह जानकारी दी। पुलिस ने बताया कि 12 जुलाई को एक संदेश मिला था जिसमें कर्नाटक उच्च न्यायालय के न्यायाधीशों को जान से मारने की धमकी दी गई थी। संदेश में कहा गया था कि पाकिस्तान के एक बैंक खाते में 50 लाख रुपए जमा करने को कहा गया था। अज्ञात व्यक्ति ने अंग्रेजी, हिंदी, उर्दू और कन्नड़ में संदेश भेजा था और धमकी दी थी कि यदि पैसे जमा नहीं किए गए तो न्यायाधीशों की हत्या कर दी जाएगी। इनमें न्यायाधीश मोहम्मद नवाज, न्यायमूर्ति एच टी नरेंद्र प्रसाद, न्यायमूर्ति अशोक जी निजगन्नवर, न्यायमूर्ति एच पी संदेश, न्यायमूर्ति के नटराजन और न्यायमूर्ति बी वीरप्पा (सेवानिवृत्त) शामिल हैं। — [1197, 1283, 1386, 1559]
registration-mark — [982, 2216, 1027, 2227]
subhead: पॉलिटिकल नैरेटिव को संवाद के तौर पर देखा जा रहा — [1143, 331, 1385, 367]
registration-mark — [703, 2216, 748, 2227]
subhead: दोनों की स्टोरी में हो रहा बार-बार बदलाव — [1065, 609, 1300, 628]
dateline: नई दिल्ली, जेएनएन। — [896, 262, 975, 274]
story-text — [202, 1309, 585, 1561]
registration-mark — [202, 2216, 247, 2227]
headline: अंजू से किया सगाई का वादा, अब बयान से पलटा पाक का नसरुल्ला — [978, 548, 1350, 604]
india-alliance-story — [896, 70, 1388, 539]
tunnel-box — [768, 1797, 981, 2193]
couple-illustration — [1183, 644, 1385, 879]
box-text: केंद्र सरकार विधानसभा चुनावों और उसके बाद अगले साल होने वाले लोकसभा चुनाव से पहले देश में अधिक महंगाई के जोखिम से बचना चाहती है। इसके अलावा खराब मौसम की वजह से प्रभावित उत्पादन स्तरों में चावल की बुवाई पर असर पड़ा है। इसलिए गैर-बासमती चावल के निर्यात पर प्रतिबंध लगाया गया है। आगे वाले त्योहारी सीजन में चावल की कीमतों पर नियंत्रण के लिए सरकार ने यह कदम उठाया है। — [991, 1519, 1172, 1651]
dateline: जयपुर, जेएनएन। — [213, 734, 279, 747]
nature-photo-block — [202, 70, 888, 539]
tunnel-story — [202, 1707, 985, 2321]
